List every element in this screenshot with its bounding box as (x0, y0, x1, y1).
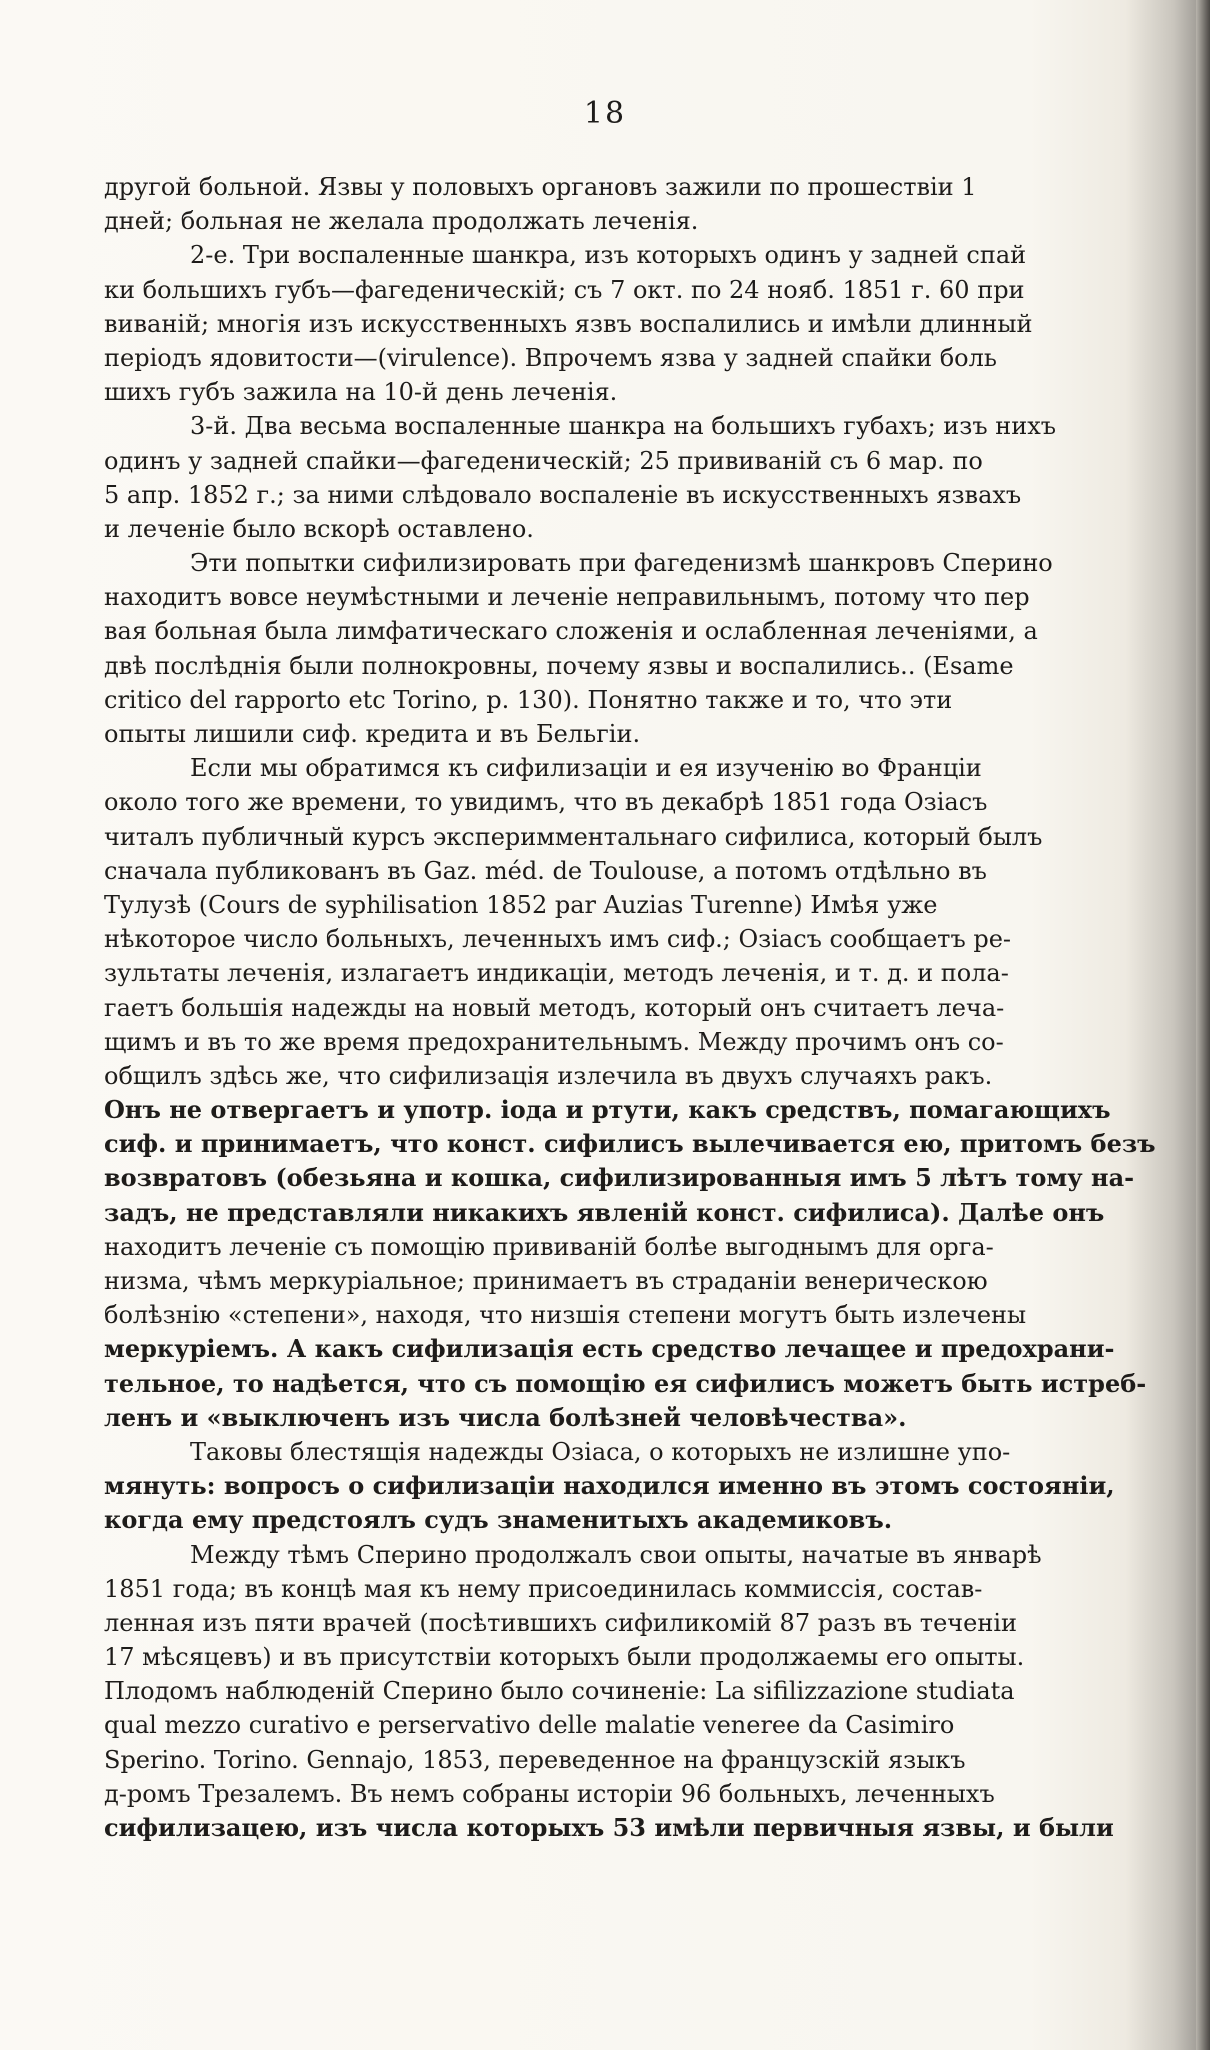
text-line: Эти попытки сифилизировать при фагеденизмѣ шанкровъ Сперино (190, 549, 1053, 578)
text-line: двѣ послѣднія были полнокровны, почему язвы и воспалились.. (Esame (104, 651, 1014, 680)
text-line: 5 апр. 1852 г.; за ними слѣдовало воспаленіе въ искусственныхъ язвахъ (104, 480, 1022, 509)
text-line: виваній; многія изъ искусственныхъ язвъ воспалились и имѣли длинный (104, 309, 1033, 338)
text-line: зультаты леченія, излагаетъ индикаціи, методъ леченія, и т. д. и пола- (104, 959, 1009, 988)
text-line: critico del rapporto etc Torino, p. 130). Понятно также и то, что эти (104, 685, 953, 714)
text-line: читалъ публичный курсъ эксперимментальнаго сифилиса, который былъ (104, 822, 1043, 851)
text-line: нѣкоторое число больныхъ, леченныхъ имъ сиф.; Озіасъ сообщаетъ ре- (104, 925, 1012, 954)
text-line: Таковы блестящія надежды Озіаса, о которыхъ не излишне упо- (190, 1437, 1011, 1466)
paragraph (104, 1435, 1180, 1538)
text-line: дней; больная не желала продолжать леченія. (104, 207, 699, 236)
text-line: мянуть: вопросъ о сифилизаціи находился именно въ этомъ состояніи, (104, 1471, 1115, 1501)
text-line: и леченіе было вскорѣ оставлено. (104, 514, 534, 543)
text-line: 1851 года; въ концѣ мая къ нему присоединилась коммиссія, состав- (104, 1574, 983, 1603)
text-line: Плодомъ наблюденій Сперино было сочиненіе: La sifilizzazione studiata (104, 1677, 1015, 1706)
text-line: Онъ не отвергаетъ и употр. іода и ртути, какъ средствъ, помагающихъ (104, 1095, 1111, 1125)
paragraph (104, 751, 1180, 1435)
text-line: задъ, не представляли никакихъ явленій конст. сифилиса). Далѣе онъ (104, 1197, 1105, 1227)
text-line: меркуріемъ. А какъ сифилизація есть средство лечащее и предохрани- (104, 1334, 1115, 1364)
text-line: вая больная была лимфатическаго сложенія и ослабленная леченіями, а (104, 617, 1038, 646)
text-line: Если мы обратимся къ сифилизаціи и ея изученію во Франціи (190, 754, 982, 783)
text-line: qual mezzo curativo e perservativo delle malatie veneree da Casimiro (104, 1711, 955, 1740)
text-line: находитъ леченіе съ помощію прививаній болѣе выгоднымъ для орга- (104, 1232, 994, 1261)
text-line: общилъ здѣсь же, что сифилизація излечила въ двухъ случаяхъ ракъ. (104, 1061, 993, 1090)
text-line: Sperino. Torino. Gennajo, 1853, переведенное на французскій языкъ (104, 1745, 966, 1774)
text-line: щимъ и въ то же время предохранительнымъ. Между прочимъ онъ со- (104, 1027, 1004, 1056)
text-line: ленъ и «выключенъ изъ числа болѣзней человѣчества». (104, 1402, 907, 1432)
paragraph (104, 170, 1180, 238)
text-line: ки большихъ губъ—фагеденическій; съ 7 окт. по 24 нояб. 1851 г. 60 при (104, 275, 1025, 304)
text-line: опыты лишили сиф. кредита и въ Бельгіи. (104, 720, 641, 748)
text-line: около того же времени, то увидимъ, что въ декабрѣ 1851 года Озіасъ (104, 788, 988, 817)
body-text (104, 170, 1180, 1845)
text-line: Между тѣмъ Сперино продолжалъ свои опыты, начатые въ январѣ (190, 1540, 1042, 1569)
text-line: низма, чѣмъ меркуріальное; принимаетъ въ страданіи венерическою (104, 1267, 988, 1295)
page-number: 18 (583, 96, 627, 131)
page-edge-shadow (1196, 0, 1210, 2050)
text-line: сначала публикованъ въ Gaz. méd. de Toulouse, а потомъ отдѣльно въ (104, 856, 987, 885)
paragraph (104, 238, 1180, 409)
text-line: тельное, то надѣется, что съ помощію ея сифилисъ можетъ быть истреб- (104, 1368, 1147, 1398)
text-line: 17 мѣсяцевъ) и въ присутствіи которыхъ были продолжаемы его опыты. (104, 1643, 1025, 1672)
paragraph (104, 409, 1180, 546)
text-line: болѣзнію «степени», находя, что низшія степени могутъ быть излечены (104, 1301, 1027, 1330)
text-line: 2-е. Три воспаленные шанкра, изъ которыхъ одинъ у задней спай (190, 241, 1027, 270)
text-line: одинъ у задней спайки—фагеденическій; 25 прививаній съ 6 мар. по (104, 446, 983, 475)
text-line: возвратовъ (обезьяна и кошка, сифилизированныя имъ 5 лѣтъ тому на- (104, 1163, 1135, 1193)
text-line: 3-й. Два весьма воспаленные шанкра на большихъ губахъ; изъ нихъ (190, 412, 1057, 441)
text-line: д-ромъ Трезалемъ. Въ немъ собраны исторіи 96 больныхъ, леченныхъ (104, 1779, 995, 1808)
paragraph (104, 546, 1180, 751)
text-line: періодъ ядовитости—(virulence). Впрочемъ язва у задней спайки боль (104, 343, 997, 372)
text-line: находитъ вовсе неумѣстными и леченіе неправильнымъ, потому что пер (104, 583, 1030, 612)
text-line: другой больной. Язвы у половыхъ органовъ зажили по прошествіи 1 (104, 173, 977, 201)
text-line: когда ему предстоялъ судъ знаменитыхъ академиковъ. (104, 1505, 893, 1535)
text-line: Тулузѣ (Cours de syphilisation 1852 par Auzias Turenne) Имѣя уже (104, 890, 938, 919)
text-line: сифилизацею, изъ числа которыхъ 53 имѣли первичныя язвы, и были (104, 1813, 1114, 1842)
paragraph (104, 1538, 1180, 1846)
text-line: гаетъ большія надежды на новый методъ, который онъ считаетъ леча- (104, 993, 1005, 1022)
text-line: сиф. и принимаетъ, что конст. сифилисъ вылечивается ею, притомъ безъ (104, 1129, 1156, 1159)
text-line: шихъ губъ зажила на 10-й день леченія. (104, 378, 618, 407)
text-line: ленная изъ пяти врачей (посѣтившихъ сифиликомій 87 разъ въ теченіи (104, 1608, 1018, 1637)
